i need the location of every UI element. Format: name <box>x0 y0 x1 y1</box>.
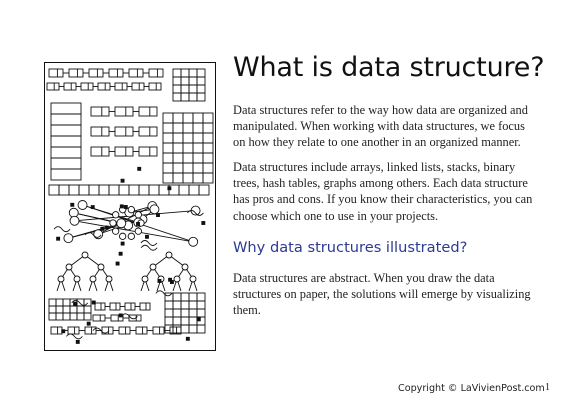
table-cell <box>183 133 193 143</box>
matrix-cell <box>173 317 181 325</box>
doodle-drawing <box>45 63 215 350</box>
matrix-cell <box>173 309 181 317</box>
graph-node <box>78 201 87 210</box>
linked-list-node <box>81 83 93 90</box>
table-cell <box>203 113 213 123</box>
linked-list-node <box>115 83 127 90</box>
ring-node <box>135 228 141 234</box>
linked-list-node <box>95 303 105 310</box>
table-cell <box>163 153 173 163</box>
linked-list-node <box>136 327 147 334</box>
ink-dot <box>186 337 189 340</box>
matrix-cell <box>84 306 91 313</box>
table-cell <box>173 153 183 163</box>
matrix-cell <box>173 301 181 309</box>
graph-node <box>117 219 126 228</box>
table-cell <box>193 153 203 163</box>
matrix-cell <box>197 325 205 333</box>
tree-node <box>66 264 72 270</box>
matrix-cell <box>84 313 91 320</box>
table-cell <box>163 143 173 153</box>
matrix-cell <box>181 317 189 325</box>
matrix-cell <box>63 313 70 320</box>
matrix-cell <box>49 306 56 313</box>
structures-paragraph: Data structures include arrays, linked lists, stacks, binary trees, hash tables, graphs among others. Each data structure has pros and cons. If you know their characteristics, you can choose which one to use in your projects. <box>233 160 533 223</box>
tree-node <box>98 264 104 270</box>
matrix-cell <box>49 313 56 320</box>
matrix-cell <box>197 309 205 317</box>
table-cell <box>203 133 213 143</box>
ink-dot <box>120 205 123 208</box>
tree-node <box>190 276 196 282</box>
ring-node <box>128 233 134 239</box>
tree-node <box>106 276 112 282</box>
page-title: What is data structure? <box>233 52 545 83</box>
hash-cell <box>119 185 129 195</box>
tree-node <box>74 276 80 282</box>
linked-list-node <box>125 303 135 310</box>
ink-dot <box>91 206 94 209</box>
squiggle <box>54 227 70 232</box>
matrix-cell <box>189 301 197 309</box>
table-cell <box>203 153 213 163</box>
tree-node <box>174 276 180 282</box>
linked-list-node <box>49 69 63 77</box>
linked-list-node <box>51 327 62 334</box>
linked-list-node <box>91 127 109 136</box>
table-cell <box>173 173 183 183</box>
ink-dot <box>124 205 127 208</box>
array-grid-cell <box>173 77 181 85</box>
matrix-cell <box>70 313 77 320</box>
linked-list-node <box>140 303 150 310</box>
ink-dot <box>168 187 171 190</box>
array-grid-cell <box>181 77 189 85</box>
array-grid-cell <box>181 93 189 101</box>
stack-cell <box>51 103 81 114</box>
ink-dot <box>76 340 79 343</box>
table-cell <box>163 113 173 123</box>
array-grid-cell <box>197 85 205 93</box>
matrix-cell <box>63 299 70 306</box>
linked-list-node <box>89 69 103 77</box>
linked-list-node <box>153 327 164 334</box>
matrix-cell <box>165 317 173 325</box>
ink-dot <box>138 167 141 170</box>
graph-node <box>150 205 159 214</box>
stack-cell <box>51 169 81 180</box>
table-cell <box>183 173 193 183</box>
ink-dot <box>121 242 124 245</box>
array-grid-cell <box>173 93 181 101</box>
ink-dot <box>145 235 148 238</box>
table-cell <box>193 133 203 143</box>
ink-dot <box>101 227 104 230</box>
matrix-cell <box>189 325 197 333</box>
table-cell <box>203 123 213 133</box>
matrix-cell <box>181 293 189 301</box>
graph-node <box>70 216 79 225</box>
graph-node <box>64 234 73 243</box>
linked-list-node <box>98 83 110 90</box>
linked-list-node <box>68 327 79 334</box>
ring-node <box>135 212 141 218</box>
hash-cell <box>199 185 209 195</box>
tree-node <box>150 264 156 270</box>
squiggle <box>66 334 82 339</box>
table-cell <box>183 153 193 163</box>
tree-node <box>58 276 64 282</box>
squiggle <box>93 328 109 333</box>
stack-cell <box>51 158 81 169</box>
hash-cell <box>189 185 199 195</box>
table-cell <box>173 143 183 153</box>
array-grid-cell <box>189 93 197 101</box>
linked-list-node <box>115 107 133 116</box>
array-grid-cell <box>197 77 205 85</box>
table-cell <box>173 123 183 133</box>
array-grid-cell <box>189 69 197 77</box>
matrix-cell <box>56 299 63 306</box>
table-cell <box>183 143 193 153</box>
hash-cell <box>129 185 139 195</box>
matrix-cell <box>49 299 56 306</box>
ring-node <box>128 206 134 212</box>
illustrated-paragraph: Data structures are abstract. When you draw the data structures on paper, the solutions will emerge by visualizing them. <box>233 271 531 318</box>
ring-node <box>110 220 116 226</box>
ink-dot <box>62 330 65 333</box>
ink-dot <box>71 203 74 206</box>
matrix-cell <box>197 293 205 301</box>
matrix-cell <box>56 306 63 313</box>
ink-dot <box>137 222 140 225</box>
hash-cell <box>89 185 99 195</box>
tree-node <box>90 276 96 282</box>
ring-node <box>112 228 118 234</box>
matrix-cell <box>181 325 189 333</box>
intro-paragraph: Data structures refer to the way how data are organized and manipulated. When working with data structures, we focus on how they relate to one another in an organized manner. <box>233 103 528 150</box>
tree-node <box>142 276 148 282</box>
table-cell <box>203 163 213 173</box>
table-cell <box>203 143 213 153</box>
array-grid-cell <box>189 85 197 93</box>
array-grid-cell <box>181 85 189 93</box>
matrix-cell <box>189 309 197 317</box>
array-grid-cell <box>189 77 197 85</box>
linked-list-node <box>132 83 144 90</box>
linked-list-node <box>109 69 123 77</box>
hash-cell <box>149 185 159 195</box>
hash-cell <box>179 185 189 195</box>
matrix-cell <box>197 301 205 309</box>
table-cell <box>183 113 193 123</box>
hash-cell <box>109 185 119 195</box>
linked-list-node <box>139 107 157 116</box>
linked-list-node <box>149 83 161 90</box>
matrix-cell <box>56 313 63 320</box>
ring-node <box>119 233 125 239</box>
table-cell <box>173 113 183 123</box>
ink-dot <box>156 214 159 217</box>
linked-list-node <box>47 83 59 90</box>
linked-list-node <box>119 327 130 334</box>
matrix-cell <box>77 313 84 320</box>
linked-list-node <box>85 327 96 334</box>
table-cell <box>193 113 203 123</box>
array-grid-cell <box>197 93 205 101</box>
graph-node <box>189 237 198 246</box>
hash-cell <box>49 185 59 195</box>
table-cell <box>203 173 213 183</box>
matrix-cell <box>165 309 173 317</box>
table-cell <box>193 123 203 133</box>
table-cell <box>193 163 203 173</box>
ink-dot <box>197 318 200 321</box>
linked-list-node <box>139 127 157 136</box>
tree-node <box>166 252 172 258</box>
linked-list-node <box>91 147 109 156</box>
array-grid-cell <box>181 69 189 77</box>
linked-list-node <box>115 127 133 136</box>
hash-cell <box>79 185 89 195</box>
linked-list-node <box>139 147 157 156</box>
squiggle <box>141 245 157 250</box>
ink-dot <box>202 221 205 224</box>
linked-list-node <box>149 69 163 77</box>
hash-cell <box>69 185 79 195</box>
table-cell <box>173 163 183 173</box>
hash-cell <box>59 185 69 195</box>
linked-list-node <box>110 303 120 310</box>
matrix-cell <box>165 293 173 301</box>
ink-dot <box>119 252 122 255</box>
ink-dot <box>169 278 172 281</box>
stack-cell <box>51 147 81 158</box>
matrix-cell <box>63 306 70 313</box>
ring-node <box>112 212 118 218</box>
matrix-cell <box>189 293 197 301</box>
table-cell <box>193 143 203 153</box>
linked-list-node <box>69 69 83 77</box>
page-number: 1 <box>545 382 550 393</box>
ink-dot <box>121 179 124 182</box>
matrix-cell <box>173 293 181 301</box>
table-cell <box>173 133 183 143</box>
stack-cell <box>51 136 81 147</box>
matrix-cell <box>77 306 84 313</box>
table-cell <box>163 173 173 183</box>
matrix-cell <box>165 301 173 309</box>
table-cell <box>163 163 173 173</box>
stack-cell <box>51 125 81 136</box>
array-grid-cell <box>173 69 181 77</box>
hash-cell <box>139 185 149 195</box>
array-grid-cell <box>173 85 181 93</box>
matrix-cell <box>70 306 77 313</box>
matrix-cell <box>165 325 173 333</box>
ink-dot <box>57 237 60 240</box>
matrix-cell <box>181 309 189 317</box>
linked-list-node <box>64 83 76 90</box>
table-cell <box>183 163 193 173</box>
linked-list-node <box>91 107 109 116</box>
ink-dot <box>158 279 161 282</box>
ink-dot <box>116 262 119 265</box>
table-cell <box>163 133 173 143</box>
matrix-cell <box>189 317 197 325</box>
copyright-notice: Copyright © LaVivienPost.com <box>398 383 545 394</box>
tree-node <box>182 264 188 270</box>
table-cell <box>163 123 173 133</box>
tree-node <box>82 252 88 258</box>
linked-list-node <box>115 147 133 156</box>
hash-cell <box>99 185 109 195</box>
data-structures-illustration <box>44 62 216 351</box>
ink-dot <box>87 322 90 325</box>
section-subheading: Why data structures illustrated? <box>233 239 468 256</box>
array-grid-cell <box>197 69 205 77</box>
ink-dot <box>74 302 77 305</box>
squiggle <box>141 240 157 245</box>
table-cell <box>193 173 203 183</box>
linked-list-node <box>129 69 143 77</box>
matrix-cell <box>181 301 189 309</box>
stack-cell <box>51 114 81 125</box>
ink-dot <box>105 226 108 229</box>
linked-list-node <box>93 315 105 321</box>
table-cell <box>183 123 193 133</box>
ink-dot <box>92 301 95 304</box>
